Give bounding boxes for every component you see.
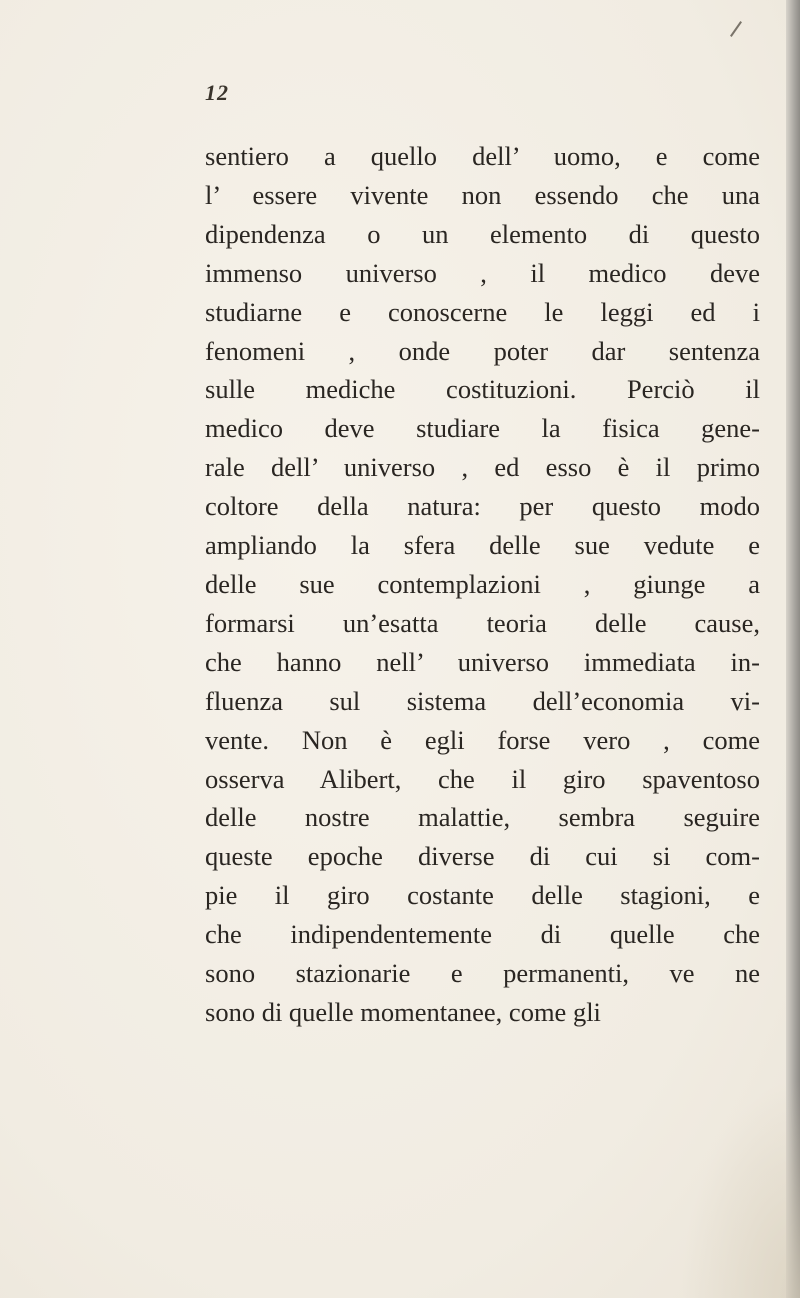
text-line: ampliando la sfera delle sue vedute e xyxy=(205,530,760,561)
page-number: 12 xyxy=(205,80,229,105)
text-line: fluenza sul sistema dell’economia vi- xyxy=(205,685,760,716)
text-line: studiarne e conoscerne le leggi ed i xyxy=(205,296,760,327)
text-line: osserva Alibert, che il giro spaventoso xyxy=(205,763,760,794)
text-line: sentiero a quello dell’ uomo, e come xyxy=(205,141,760,171)
text-line: medico deve studiare la fisica gene- xyxy=(205,413,760,444)
text-line: sono di quelle momentanee, come gli xyxy=(205,996,601,1027)
paper-stain xyxy=(680,1078,800,1298)
text-line: vente. Non è egli forse vero , come xyxy=(205,724,760,755)
text-line: l’ essere vivente non essendo che una xyxy=(205,179,760,210)
text-line: sulle mediche costituzioni. Perciò il xyxy=(205,374,760,405)
text-line: fenomeni , onde poter dar sentenza xyxy=(205,335,760,366)
text-line: queste epoche diverse di cui si com- xyxy=(205,841,760,872)
text-line: che indipendentemente di quelle che xyxy=(205,919,760,950)
text-line: delle nostre malattie, sembra seguire xyxy=(205,802,760,833)
text-line: rale dell’ universo , ed esso è il primo xyxy=(205,452,760,483)
text-line: coltore della natura: per questo modo xyxy=(205,491,760,522)
text-line: che hanno nell’ universo immediata in- xyxy=(205,646,760,677)
body-text xyxy=(205,137,760,1032)
text-line: pie il giro costante delle stagioni, e xyxy=(205,880,760,911)
text-line: immenso universo , il medico deve xyxy=(205,257,760,288)
text-line: dipendenza o un elemento di questo xyxy=(205,218,760,249)
text-line: formarsi un’esatta teoria delle cause, xyxy=(205,607,760,638)
text-line: delle sue contemplazioni , giunge a xyxy=(205,568,760,599)
pencil-mark xyxy=(730,21,742,37)
text-line: sono stazionarie e permanenti, ve ne xyxy=(205,958,760,989)
